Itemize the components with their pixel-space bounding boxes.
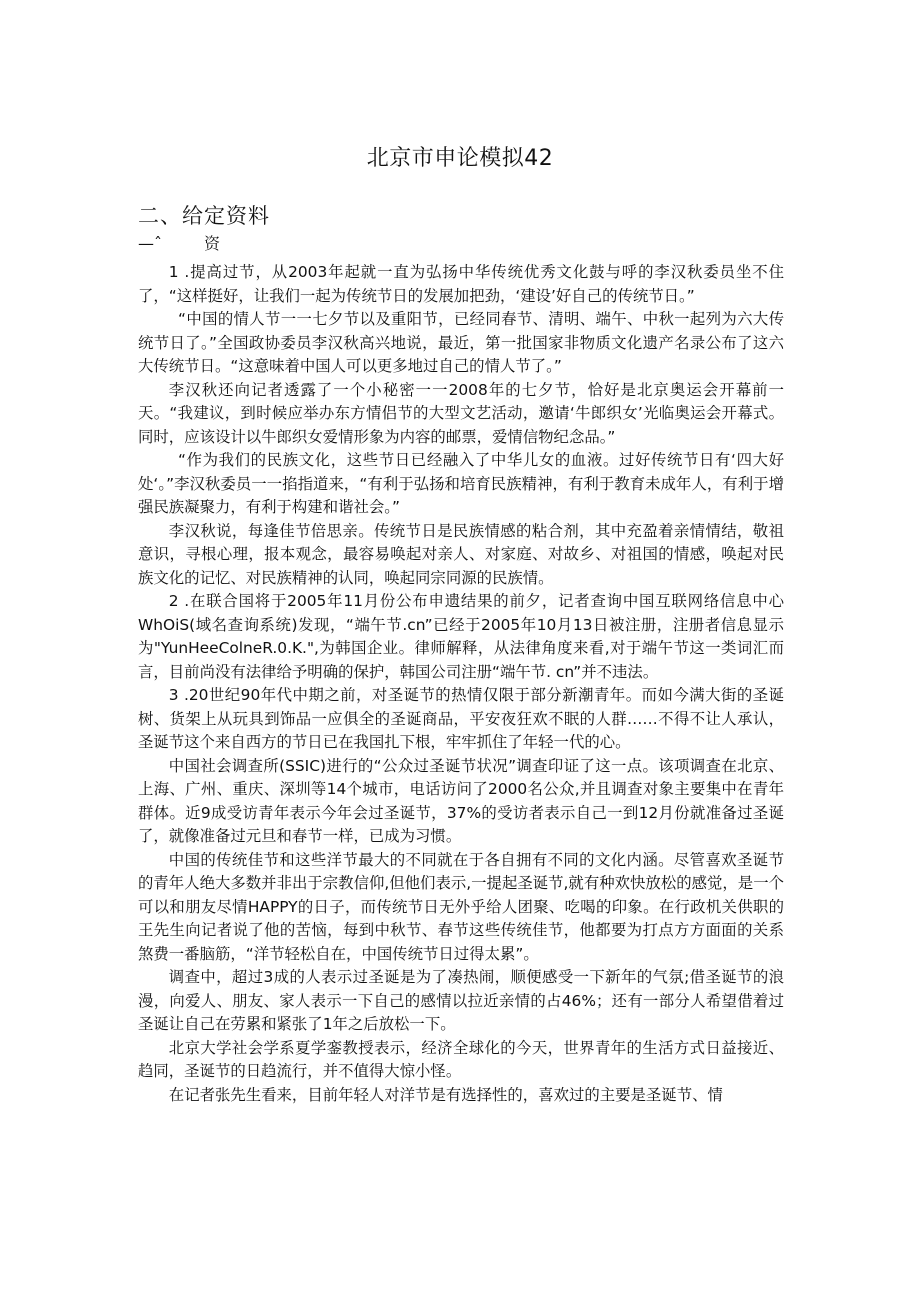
paragraph-7: 3 .20世纪90年代中期之前，对圣诞节的热情仅限于部分新潮青年。而如今满大街的圣诞树、货架上从玩具到饰品一应俱全的圣诞商品，平安夜狂欢不眠的人群……不得不让人承认，圣诞节这个来自西方的节日已在我国扎下根，牢牢抓住了年轻一代的心。 (138, 686, 784, 751)
paragraph-2: “中国的情人节一一七夕节以及重阳节，已经同春节、清明、端午、中秋一起列为六大传统节日了。”全国政协委员李汉秋高兴地说，最近，第一批国家非物质文化遗产名录公布了这六大传统节日。“这意味着中国人可以更多地过自己的情人节了。” (138, 310, 784, 375)
paragraph-4: “作为我们的民族文化，这些节日已经融入了中华儿女的血液。过好传统节日有‘四大好处‘。”李汉秋委员一一掐指道来，“有利于弘扬和培育民族精神，有利于教育未成年人，有利于增强民族凝聚力，有利于构建和谐社会。” (138, 451, 784, 516)
paragraph-5: 李汉秋说，每逢佳节倍思亲。传统节日是民族情感的粘合剂，其中充盈着亲情情结，敬祖意识，寻根心理，报本观念，最容易唤起对亲人、对家庭、对故乡、对祖国的情感，唤起对民族文化的记忆、对民族精神的认同，唤起同宗同源的民族情。 (138, 521, 784, 587)
paragraph-10: 调查中，超过3成的人表示过圣诞是为了凑热闹，顺便感受一下新年的气氛;借圣诞节的浪漫，向爱人、朋友、家人表示一下自己的感情以拉近亲情的占46%；还有一部分人希望借着过圣诞让自己在劳累和紧张了1年之后放松一下。 (138, 968, 784, 1033)
page-title: 北京市申论模拟42 (366, 146, 554, 171)
sub-heading-label: 资 (204, 234, 221, 253)
paragraph-6: 2 .在联合国将于2005年11月份公布申遗结果的前夕，记者查询中国互联网络信息中心WhOiS(域名查询系统)发现，“端午节.cn”已经于2005年10月13日被注册，注册者信息显示为"YunHeeColneR.0.K.",为韩国企业。律师解释，从法律角度来看,对于端午节这一类词汇而言，目前尚没有法律给予明确的保护，韩国公司注册“端午节. cn”并不违法。 (138, 592, 784, 681)
paragraph-11: 北京大学社会学系夏学銮教授表示，经济全球化的今天，世界青年的生活方式日益接近、趋同，圣诞节的日趋流行，并不值得大惊小怪。 (138, 1038, 784, 1080)
paragraph-12: 在记者张先生看来，目前年轻人对洋节是有选择性的，喜欢过的主要是圣诞节、情 (168, 1085, 723, 1104)
paragraph-3: 李汉秋还向记者透露了一个小秘密一一2008年的七夕节，恰好是北京奥运会开幕前一天。“我建议，到时候应举办东方情侣节的大型文艺活动，邀请‘牛郎织女’光临奥运会开幕式。同时，应该设计以牛郎织女爱情形象为内容的邮票，爱情信物纪念品。” (138, 380, 784, 446)
sub-heading (138, 232, 220, 256)
paragraph-9: 中国的传统佳节和这些洋节最大的不同就在于各自拥有不同的文化内涵。尽管喜欢圣诞节的青年人绝大多数并非出于宗教信仰,但他们表示,一提起圣诞节,就有种欢快放松的感觉，是一个可以和朋友尽情HAPPY的日子，而传统节日无外乎给人团聚、吃喝的印象。在行政机关供职的王先生向记者说了他的苦恼，每到中秋节、春节这些传统佳节，他都要为打点方方面面的关系煞费一番脑筋，“洋节轻松自在，中国传统节日过得太累”。 (138, 850, 784, 963)
document-body (138, 261, 784, 1107)
paragraph-1: 1 .提高过节，从2003年起就一直为弘扬中华传统优秀文化鼓与呼的李汉秋委员坐不住了，“这样挺好，让我们一起为传统节日的发展加把劲，‘建设’好自己的传统节日。” (138, 263, 784, 305)
section-heading: 二、给定资料 (138, 204, 270, 228)
paragraph-8: 中国社会调查所(SSIC)进行的“公众过圣诞节状况”调查印证了这一点。该项调查在北京、上海、广州、重庆、深圳等14个城市，电话访问了2000名公众,并且调查对象主要集中在青年群体。近9成受访青年表示今年会过圣诞节，37%的受访者表示自己一到12月份就准备过圣诞了，就像准备过元旦和春节一样，已成为习惯。 (138, 756, 784, 845)
sub-heading-mark: —ˆ (138, 234, 162, 253)
